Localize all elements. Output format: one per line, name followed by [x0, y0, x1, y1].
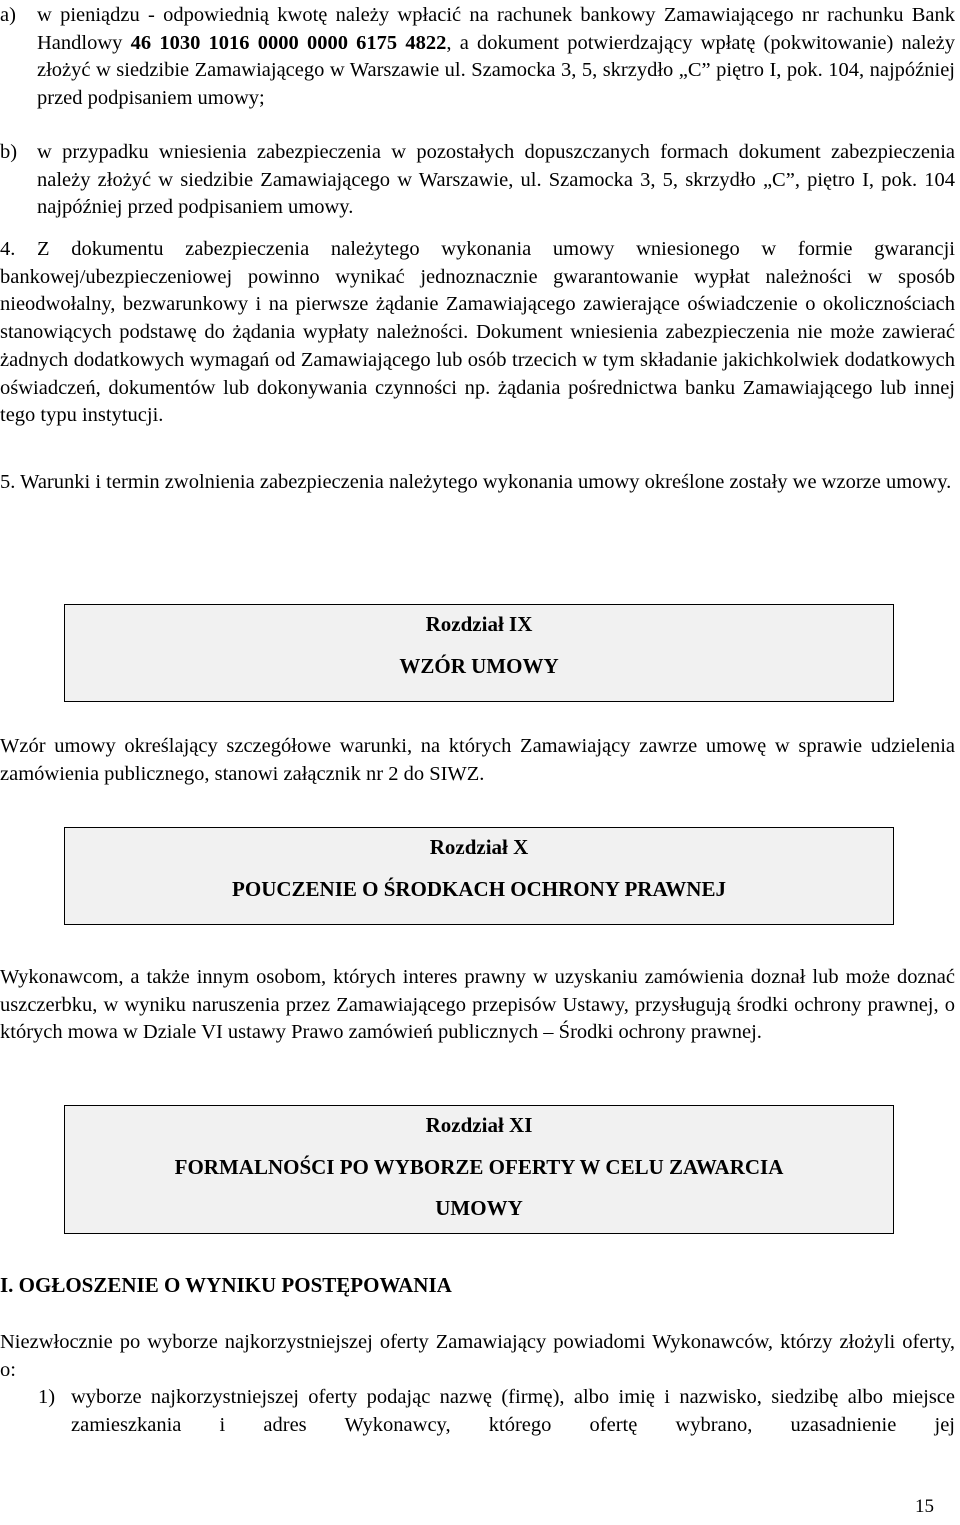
section-intro: Niezwłocznie po wyborze najkorzystniejszej oferty Zamawiający powiadomi Wykonawców, którzy złożyli oferty, o:: [0, 1331, 955, 1381]
chapter-title: POUCZENIE O ŚRODKACH OCHRONY PRAWNEJ: [232, 877, 726, 901]
chapter-title-line1: FORMALNOŚCI PO WYBORZE OFERTY W CELU ZAWARCIA: [174, 1155, 784, 1179]
list-label: a): [0, 4, 16, 26]
chapter-ix-body: Wzór umowy określający szczegółowe warunki, na których Zamawiający zawrze umowę w sprawie udzielenia zamówienia publicznego, stanowi załącznik nr 2 do SIWZ.: [0, 735, 955, 785]
paragraph-5: 5. Warunki i termin zwolnienia zabezpieczenia należytego wykonania umowy określone zostały we wzorze umowy.: [0, 471, 952, 493]
chapter-label: Rozdział IX: [425, 612, 533, 636]
paragraph-4: 4. Z dokumentu zabezpieczenia należytego wykonania umowy wniesionego w formie gwarancji bankowej/ubezpieczeniowej powinno wynikać jednoznacznie gwarantowanie wypłat należności w sposób nieodwołalny, bezwarunkowy i na pierwsze żądanie Zamawiającego zawierające oświadczenie o okolicznościach stanowiących podstawę do żądania wypłaty należności. Dokument wniesienia zabezpieczenia nie może zawierać żadnych dodatkowych wymagań od Zamawiającego lub osób trzecich w tym składanie jakichkolwiek dodatkowych oświadczeń, dokumentów lub dokonywania czynności np. żądania pośrednictwa banku Zamawiającego lub innej tego typu instytucji.: [0, 238, 955, 427]
chapter-x-body: Wykonawcom, a także innym osobom, których interes prawny w uzyskaniu zamówienia doznał lub może doznać uszczerbku, w wyniku naruszenia przez Zamawiającego przepisów Ustawy, przysługują środki ochrony prawnej, o których mowa w Dziale VI ustawy Prawo zamówień publicznych – Środki ochrony prawnej.: [0, 966, 955, 1044]
list-text: w przypadku wniesienia zabezpieczenia w pozostałych dopuszczanych formach dokument zabezpieczenia należy złożyć w siedzibie Zamawiającego w Warszawie, ul. Szamocka 3, 5, skrzydło „C”, piętro I, pok. 104 najpóźniej przed podpisaniem umowy.: [37, 141, 955, 219]
list-label: b): [0, 141, 18, 163]
list-text: wyborze najkorzystniejszej oferty podając nazwę (firmę), albo imię i nazwisko, siedzibę albo miejsce zamieszkania i adres Wykonawcy, którego ofertę wybrano, uzasadnienie jej: [71, 1386, 955, 1436]
chapter-title-line2: UMOWY: [435, 1196, 523, 1220]
bank-account-number: 46 1030 1016 0000 0000 6175 4822: [130, 31, 447, 54]
list-text: w pieniądzu - odpowiednią kwotę należy wpłacić na rachunek bankowy Zamawiającego nr rachunku Bank Handlowy 46 1030 1016 0000 0000 6175 4822, a dokument potwierdzający wpłatę (pokwitowanie) należy złożyć w siedzibie Zamawiającego w Warszawie ul. Szamocka 3, 5, skrzydło „C” piętro I, pok. 104, najpóźniej przed podpisaniem umowy;: [37, 4, 956, 110]
page-number: 15: [915, 1496, 934, 1517]
chapter-xi-header: [64, 1105, 894, 1234]
list-label: 1): [38, 1386, 56, 1408]
chapter-label: Rozdział X: [429, 835, 529, 859]
chapter-label: Rozdział XI: [425, 1113, 533, 1137]
section-heading: I. OGŁOSZENIE O WYNIKU POSTĘPOWANIA: [0, 1273, 452, 1297]
chapter-title: WZÓR UMOWY: [399, 654, 559, 678]
chapter-x-header: [64, 827, 894, 925]
chapter-ix-header: [64, 604, 894, 702]
